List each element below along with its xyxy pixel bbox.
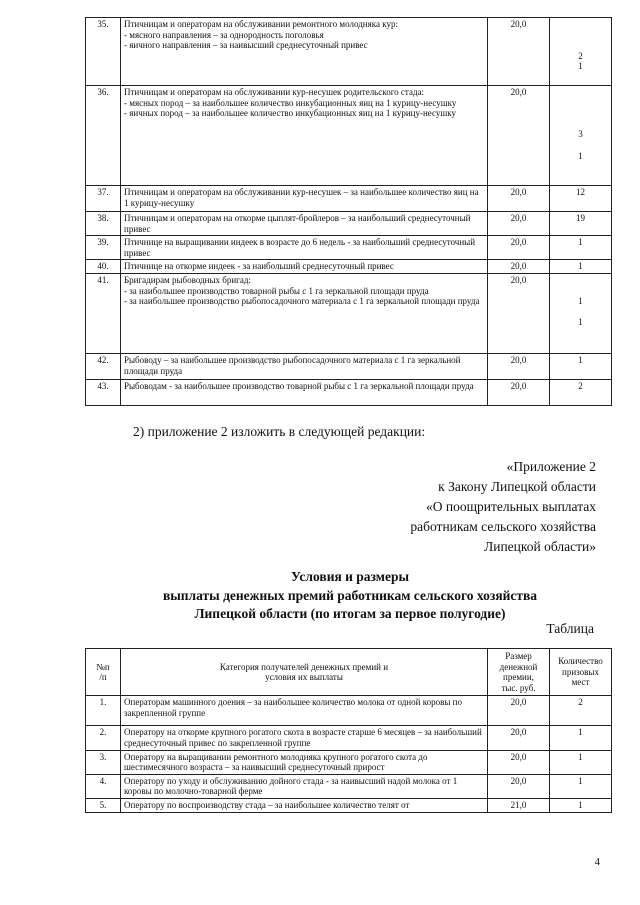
category-text: Птичницам и операторам на обслуживании кур-несушек – за наибольшее количество яиц на 1 курицу-несушку <box>124 187 479 208</box>
prize-places <box>550 353 612 379</box>
row-category <box>121 212 488 236</box>
row-category <box>121 273 488 353</box>
premium-amount: 20,0 <box>488 696 550 726</box>
row-category <box>121 18 488 86</box>
premium-amount: 20,0 <box>488 774 550 798</box>
category-text: Птичницам и операторам на обслуживании ремонтного молодняка кур: <box>124 19 398 29</box>
header-text: денежной <box>499 661 538 672</box>
header-text: Количество <box>558 656 603 667</box>
premium-amount: 20,0 <box>488 212 550 236</box>
table-row <box>86 353 612 379</box>
table-row <box>86 798 612 812</box>
places-value: 1 <box>578 317 583 328</box>
premium-amount: 20,0 <box>488 379 550 405</box>
category-text: - за наибольшее производство рыбопосадочного материала с 1 га зеркальной площади пруда <box>124 296 480 307</box>
row-category <box>121 798 488 812</box>
header-category <box>121 649 488 696</box>
table-row <box>86 212 612 236</box>
category-text: Птичницам и операторам на откорме цыплят-бройлеров – за наибольший среднесуточный привес <box>124 213 471 234</box>
category-text: Рыбоводу – за наибольшее производство рыбопосадочного материала с 1 га зеркальной площади пруда <box>124 354 461 376</box>
places-value: 1 <box>578 61 583 72</box>
premium-amount: 20,0 <box>488 353 550 379</box>
appendix-line: Липецкой области» <box>484 539 596 554</box>
title-line: выплаты денежных премий работникам сельского хозяйства <box>162 587 538 603</box>
premium-amount: 21,0 <box>488 798 550 812</box>
row-category <box>121 726 488 750</box>
header-size <box>488 649 550 696</box>
premium-amount: 20,0 <box>488 186 550 212</box>
places-value: 1 <box>578 354 583 365</box>
row-number: 42. <box>86 353 121 379</box>
table-row <box>86 726 612 750</box>
header-num <box>86 649 121 696</box>
table-row <box>86 750 612 774</box>
category-text: Оператору по уходу и обслуживанию дойного стада - за наивысший надой молока от 1 коровы по молочно-товарной ферме <box>124 775 458 797</box>
row-number: 4. <box>86 774 121 798</box>
table-row <box>86 86 612 186</box>
table-row <box>86 379 612 405</box>
category-text: Птичнице на откорме индеек - за наибольший среднесуточный привес <box>124 261 394 272</box>
header-text: Категория получателей денежных премий и <box>219 661 389 672</box>
row-category <box>121 186 488 212</box>
table-row <box>86 273 612 353</box>
table-row <box>86 236 612 260</box>
table-premiums <box>85 648 612 813</box>
category-text: Бригадирам рыбоводных бригад: <box>124 274 251 285</box>
table-row <box>86 696 612 726</box>
prize-places <box>550 186 612 212</box>
document-title <box>90 568 610 624</box>
category-text: Птичнице на выращивании индеек в возрасте до 6 недель - за наибольший среднесуточный привес <box>124 237 476 258</box>
row-number: 36. <box>86 86 121 186</box>
header-text: /п <box>99 672 107 683</box>
row-number: 37. <box>86 186 121 212</box>
prize-places <box>550 18 612 86</box>
header-text: мест <box>571 677 590 688</box>
premium-amount: 20,0 <box>488 726 550 750</box>
table-row <box>86 186 612 212</box>
prize-places: 1 <box>550 774 612 798</box>
table-header-row <box>86 649 612 696</box>
header-text: условия их выплаты <box>265 672 343 683</box>
premium-amount: 20,0 <box>488 86 550 186</box>
prize-places: 1 <box>550 750 612 774</box>
premium-amount: 20,0 <box>488 260 550 274</box>
header-places <box>550 649 612 696</box>
row-category <box>121 260 488 274</box>
category-text: - за наибольшее производство товарной рыбы с 1 га зеркальной площади пруда <box>124 285 429 296</box>
table-label: Таблица <box>546 621 594 636</box>
places-value: 12 <box>576 187 585 197</box>
header-text: призовых <box>562 666 599 677</box>
appendix-line: «О поощрительных выплатах <box>425 499 596 514</box>
row-category <box>121 696 488 726</box>
places-value: 1 <box>578 237 583 248</box>
premium-amount: 20,0 <box>488 750 550 774</box>
prize-places: 1 <box>550 798 612 812</box>
row-category <box>121 236 488 260</box>
prize-places <box>550 236 612 260</box>
prize-places <box>550 212 612 236</box>
table-continuation <box>85 17 612 406</box>
amendment-text: 2) приложение 2 изложить в следующей редакции: <box>133 424 426 439</box>
prize-places: 2 <box>550 696 612 726</box>
row-number: 3. <box>86 750 121 774</box>
title-line: Условия и размеры <box>290 569 410 584</box>
category-text: - яичного направления – за наивысший среднесуточный привес <box>124 40 368 51</box>
table-row <box>86 260 612 274</box>
header-text: премии, <box>503 672 534 683</box>
places-value: 19 <box>576 213 585 223</box>
category-text: Оператору по воспроизводству стада – за наибольшее количество телят от <box>124 799 410 810</box>
places-value: 3 <box>578 129 583 140</box>
category-text: Операторам машинного доения – за наибольшее количество молока от одной коровы по закрепленной группе <box>124 697 462 718</box>
category-text: - мясных пород – за наибольшее количество инкубационных яиц на 1 курицу-несушку <box>124 97 457 108</box>
premium-amount: 20,0 <box>488 18 550 86</box>
places-value: 1 <box>578 261 583 272</box>
category-text: - яичных пород – за наибольшее количество инкубационных яиц на 1 курицу-несушку <box>124 108 457 119</box>
premium-amount: 20,0 <box>488 273 550 353</box>
row-category <box>121 774 488 798</box>
row-number: 35. <box>86 18 121 86</box>
row-number: 43. <box>86 379 121 405</box>
prize-places <box>550 379 612 405</box>
appendix-line: «Приложение 2 <box>506 459 596 474</box>
row-number: 5. <box>86 798 121 812</box>
page-number: 4 <box>594 856 600 868</box>
row-number: 41. <box>86 273 121 353</box>
header-text: тыс. руб. <box>501 682 536 693</box>
row-category <box>121 353 488 379</box>
places-value: 1 <box>578 150 583 161</box>
row-category <box>121 379 488 405</box>
prize-places: 1 <box>550 726 612 750</box>
table-row <box>86 18 612 86</box>
appendix-heading <box>410 457 596 557</box>
row-number: 40. <box>86 260 121 274</box>
table-row <box>86 774 612 798</box>
title-line: Липецкой области (по итогам за первое полугодие) <box>194 606 506 621</box>
category-text: Оператору на выращивании ремонтного молодняка крупного рогатого скота до шестимесячного возраста – за наивысший среднесуточный прирост <box>124 751 428 773</box>
places-value: 2 <box>578 50 583 61</box>
header-text: №п <box>96 661 110 672</box>
category-text: Птичницам и операторам на обслуживании кур-несушек родительского стада: <box>124 87 425 97</box>
premium-amount: 20,0 <box>488 236 550 260</box>
header-text: Размер <box>505 651 532 661</box>
places-value: 2 <box>578 380 583 391</box>
row-number: 38. <box>86 212 121 236</box>
places-value: 1 <box>578 296 583 307</box>
appendix-line: к Закону Липецкой области <box>438 479 596 494</box>
appendix-line: работникам сельского хозяйства <box>410 519 596 534</box>
category-text: Оператору на откорме крупного рогатого скота в возрасте старше 6 месяцев – за наибольший среднесуточный привес по закрепленной группе <box>124 727 482 748</box>
prize-places <box>550 273 612 353</box>
row-number: 1. <box>86 696 121 726</box>
row-category <box>121 750 488 774</box>
row-number: 2. <box>86 726 121 750</box>
row-number: 39. <box>86 236 121 260</box>
row-category <box>121 86 488 186</box>
prize-places <box>550 86 612 186</box>
prize-places <box>550 260 612 274</box>
category-text: - мясного направления – за однородность поголовья <box>124 29 324 40</box>
category-text: Рыбоводам - за наибольшее производство товарной рыбы с 1 га зеркальной площади пруда <box>124 380 474 391</box>
